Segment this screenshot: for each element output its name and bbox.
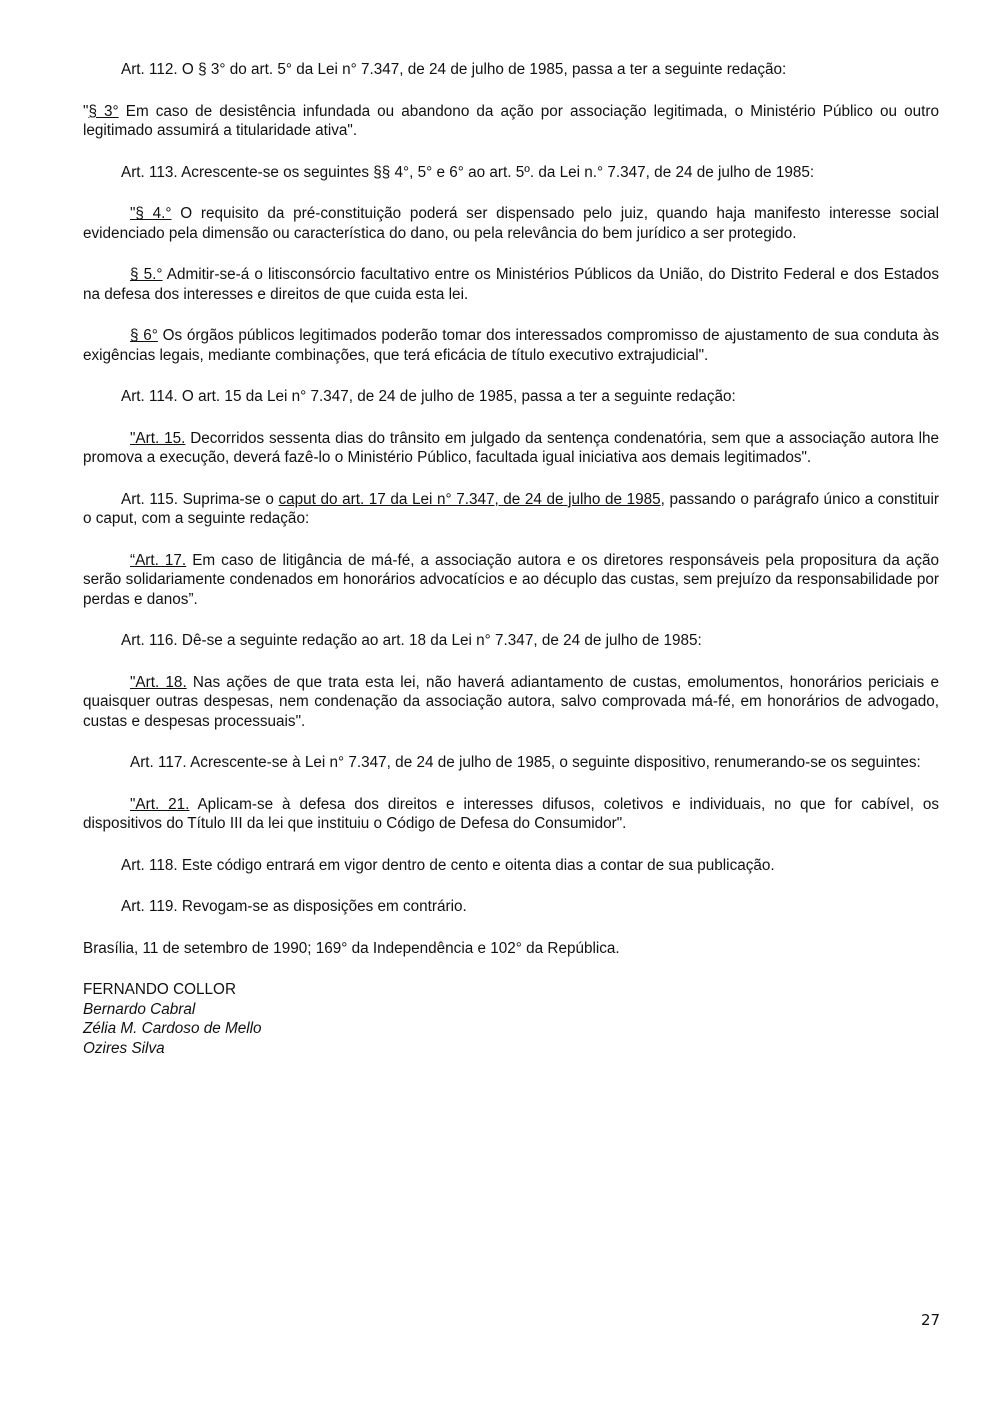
- art-21-text: "Art. 21. Aplicam-se à defesa dos direitos e interesses difusos, coletivos e individuais, no que for cabível, os dispositivos do Título III da lei que instituiu o Código de Defesa do Consumidor".: [83, 795, 940, 832]
- signature-minister-1: Bernardo Cabral: [83, 1000, 196, 1018]
- art-18-text: "Art. 18. Nas ações de que trata esta lei, não haverá adiantamento de custas, emolumentos, honorários periciais e quaisquer outras despesas, nem condenação da associação autora, salvo comprovada má-fé, em honorários de advogado, custas e despesas processuais".: [83, 673, 939, 730]
- document-body: [83, 60, 939, 1058]
- paragraph-3-ref: § 3°: [88, 102, 119, 120]
- paragraph-4-text: "§ 4.° O requisito da pré-constituição poderá ser dispensado pelo juiz, quando haja manifesto interesse social evidenciado pela dimensão ou característica do dano, ou pela relevância do bem jurídico a ser protegido.: [83, 205, 939, 242]
- closing-date: Brasília, 11 de setembro de 1990; 169° da Independência e 102° da República.: [83, 939, 620, 957]
- art-21-ref: "Art. 21.: [130, 795, 190, 813]
- art-15-text: "Art. 15. Decorridos sessenta dias do trânsito em julgado da sentença condenatória, sem que a associação autora lhe promova a execução, deverá fazê-lo o Ministério Público, facultada igual iniciativa aos demais legitimados".: [83, 429, 939, 466]
- paragraph-5-ref: § 5.°: [130, 266, 163, 283]
- article-114-text: Art. 114. O art. 15 da Lei n° 7.347, de 24 de julho de 1985, passa a ter a seguinte redação:: [121, 388, 736, 405]
- article-119: [83, 897, 939, 917]
- article-113: [83, 163, 939, 183]
- article-112-text: Art. 112. O § 3° do art. 5° da Lei n° 7.347, de 24 de julho de 1985, passa a ter a seguinte redação:: [121, 61, 787, 78]
- paragraph-6-text: § 6° Os órgãos públicos legitimados poderão tomar dos interessados compromisso de ajustamento de sua conduta às exigências legais, mediante combinações, que terá eficácia de título executivo extrajudicial".: [83, 327, 939, 364]
- signature-block: [83, 980, 939, 1058]
- paragraph-5-text: § 5.° Admitir-se-á o litisconsórcio facultativo entre os Ministérios Públicos da União, do Distrito Federal e dos Estados na defesa dos interesses e direitos de que cuida esta lei.: [83, 266, 939, 303]
- article-115-ref: caput do art. 17 da Lei n° 7.347, de 24 de julho de 1985: [278, 490, 661, 508]
- article-119-text: Art. 119. Revogam-se as disposições em contrário.: [121, 898, 467, 915]
- paragraph-6-ref: § 6°: [130, 327, 158, 344]
- art-18-ref: "Art. 18.: [130, 673, 187, 691]
- article-115: Art. 115. Suprima-se o caput do art. 17 da Lei n° 7.347, de 24 de julho de 1985, passando o parágrafo único a constituir o caput, com a seguinte redação:: [83, 490, 940, 527]
- paragraph-4-ref: "§ 4.°: [130, 205, 172, 222]
- signature-president: FERNANDO COLLOR: [83, 981, 236, 998]
- art-17-text: “Art. 17. Em caso de litigância de má-fé, a associação autora e os diretores responsáveis pela propositura da ação serão solidariamente condenados em honorários advocatícios e ao décuplo das custas, sem prejuízo da responsabilidade por perdas e danos”.: [83, 551, 940, 608]
- article-118-text: Art. 118. Este código entrará em vigor dentro de cento e oitenta dias a contar de sua publicação.: [121, 856, 775, 874]
- article-117-text: Art. 117. Acrescente-se à Lei n° 7.347, de 24 de julho de 1985, o seguinte dispositivo, renumerando-se os seguintes:: [130, 754, 921, 771]
- article-118: [83, 856, 939, 876]
- article-113-text: Art. 113. Acrescente-se os seguintes §§ 4°, 5° e 6° ao art. 5º. da Lei n.° 7.347, de 24 de julho de 1985:: [121, 163, 815, 181]
- art-15-ref: "Art. 15.: [130, 429, 186, 447]
- signature-minister-2: Zélia M. Cardoso de Mello: [83, 1020, 262, 1037]
- article-116: [83, 631, 939, 651]
- article-117: [83, 753, 939, 773]
- page-number: 27: [921, 1311, 941, 1329]
- article-112: [83, 60, 939, 80]
- article-114: [83, 387, 939, 407]
- art-17-ref: “Art. 17.: [130, 551, 187, 569]
- paragraph-3-text: "§ 3° Em caso de desistência infundada ou abandono da ação por associação legitimada, o Ministério Público ou outro legitimado assumirá a titularidade ativa".: [83, 102, 939, 139]
- article-116-text: Art. 116. Dê-se a seguinte redação ao art. 18 da Lei n° 7.347, de 24 de julho de 1985:: [121, 632, 702, 649]
- signature-minister-3: Ozires Silva: [83, 1039, 165, 1057]
